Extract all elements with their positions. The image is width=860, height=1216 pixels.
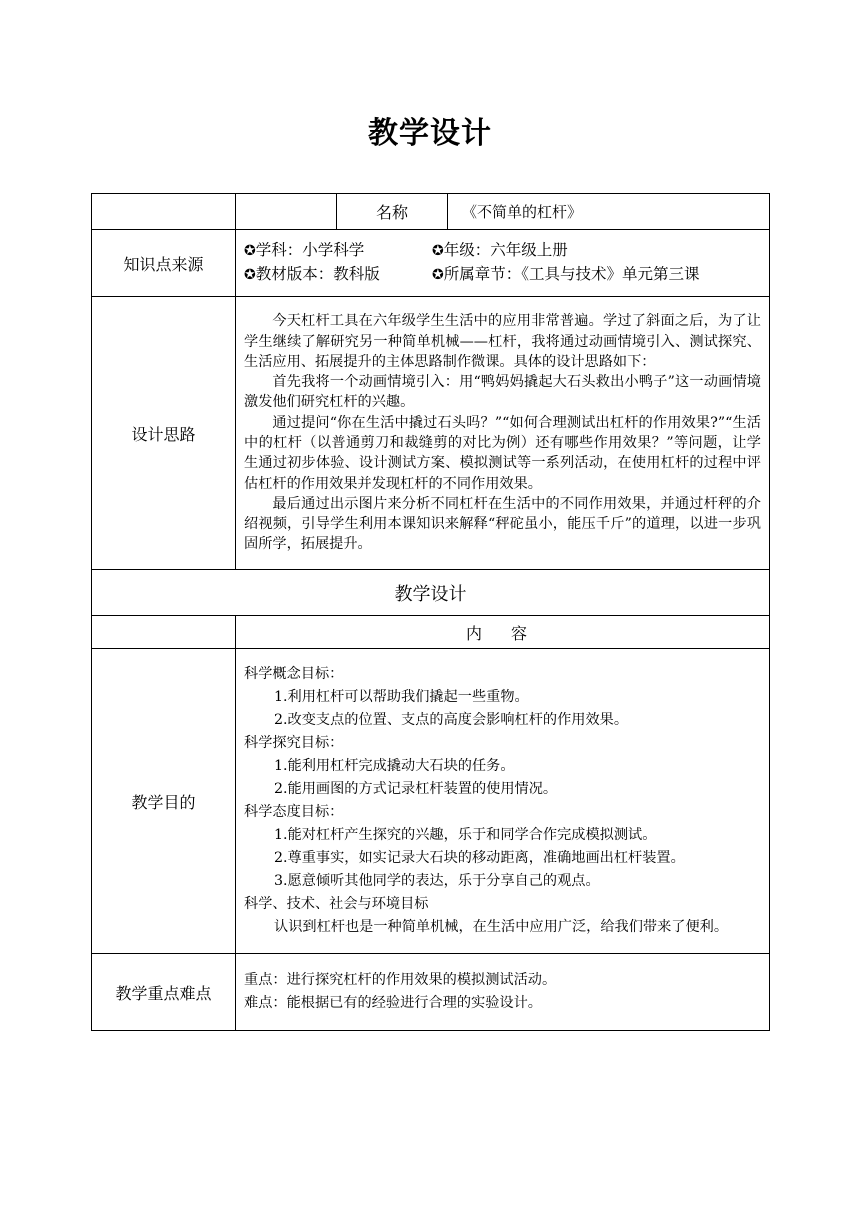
key-points-row xyxy=(92,954,770,1031)
section-heading: 教学设计 xyxy=(92,570,770,616)
flower-bullet-icon: ✪ xyxy=(432,267,444,283)
name-row-blank-cell xyxy=(92,194,236,230)
design-idea-row xyxy=(92,297,770,570)
objectives-label: 教学目的 xyxy=(92,649,236,954)
concept-goal-heading: 科学概念目标： xyxy=(244,666,344,682)
flower-bullet-icon: ✪ xyxy=(244,267,256,283)
inquiry-goal-item: 1.能利用杠杆完成撬动大石块的任务。 xyxy=(274,758,515,774)
concept-goal-item: 1.利用杠杆可以帮助我们撬起一些重物。 xyxy=(274,689,529,705)
concept-goal-item: 2.改变支点的位置、支点的高度会影响杠杆的作用效果。 xyxy=(274,712,629,728)
chapter-text: 所属章节：《工具与技术》单元第三课 xyxy=(443,265,700,283)
content-heading-blank-cell xyxy=(92,616,236,649)
content-heading: 内 容 xyxy=(236,616,770,649)
design-idea-label: 设计思路 xyxy=(92,297,236,570)
knowledge-source-content xyxy=(236,230,770,297)
design-paragraph: 首先我将一个动画情境引入：用“鸭妈妈撬起大石头救出小鸭子”这一动画情境激发他们研究杠杆的兴趣。 xyxy=(244,374,761,411)
key-points-content xyxy=(236,954,770,1031)
name-row xyxy=(92,194,770,230)
flower-bullet-icon: ✪ xyxy=(432,243,444,259)
attitude-goal-item: 1.能对杠杆产生探究的兴趣，乐于和同学合作完成模拟测试。 xyxy=(274,827,657,843)
name-label: 名称 xyxy=(337,194,448,230)
sts-goal-item: 认识到杠杆也是一种简单机械，在生活中应用广泛，给我们带来了便利。 xyxy=(274,919,729,935)
objectives-content xyxy=(236,649,770,954)
inquiry-goal-item: 2.能用画图的方式记录杠杆装置的使用情况。 xyxy=(274,781,558,797)
lesson-design-table xyxy=(91,193,770,1031)
subject-text: 学科：小学科学 xyxy=(255,241,365,259)
flower-bullet-icon: ✪ xyxy=(244,243,256,259)
inquiry-goal-heading: 科学探究目标： xyxy=(244,735,344,751)
design-idea-content xyxy=(236,297,770,570)
difficulty-text: 难点：能根据已有的经验进行合理的实验设计。 xyxy=(244,995,542,1011)
design-paragraph: 通过提问“你在生活中撬过石头吗？”“如何合理测试出杠杆的作用效果?”“生活中的杠杆（以普通剪刀和裁缝剪的对比为例）还有哪些作用效果？”等问题，让学生通过初步体验、设计测试方案、模拟测试等一系列活动，在使用杠杆的过程中评估杠杆的作用效果并发现杠杆的不同作用效果。 xyxy=(244,414,761,492)
grade-text: 年级：六年级上册 xyxy=(443,241,568,259)
knowledge-source-label: 知识点来源 xyxy=(92,230,236,297)
edition-text: 教材版本：教科版 xyxy=(255,265,380,283)
design-paragraph: 今天杠杆工具在六年级学生生活中的应用非常普遍。学过了斜面之后，为了让学生继续了解研究另一种简单机械——杠杆，我将通过动画情境引入、测试探究、生活应用、拓展提升的主体思路制作微课。具体的设计思路如下： xyxy=(244,313,761,370)
objectives-row xyxy=(92,649,770,954)
knowledge-source-row xyxy=(92,230,770,297)
attitude-goal-heading: 科学态度目标： xyxy=(244,804,344,820)
content-heading-row xyxy=(92,616,770,649)
section-heading-row xyxy=(92,570,770,616)
attitude-goal-item: 3.愿意倾听其他同学的表达，乐于分享自己的观点。 xyxy=(274,873,600,889)
key-points-label: 教学重点难点 xyxy=(92,954,236,1031)
sts-goal-heading: 科学、技术、社会与环境目标 xyxy=(244,896,429,912)
attitude-goal-item: 2.尊重事实，如实记录大石块的移动距离，准确地画出杠杆装置。 xyxy=(274,850,685,866)
document-title: 教学设计 xyxy=(368,116,492,151)
design-paragraph: 最后通过出示图片来分析不同杠杆在生活中的不同作用效果，并通过杆秤的介绍视频，引导学生利用本课知识来解释“秤砣虽小，能压千斤”的道理，以进一步巩固所学，拓展提升。 xyxy=(244,495,761,553)
name-row-spacer-cell xyxy=(236,194,337,230)
name-value: 《不简单的杠杆》 xyxy=(448,194,770,230)
key-point-text: 重点：进行探究杠杆的作用效果的模拟测试活动。 xyxy=(244,972,557,988)
